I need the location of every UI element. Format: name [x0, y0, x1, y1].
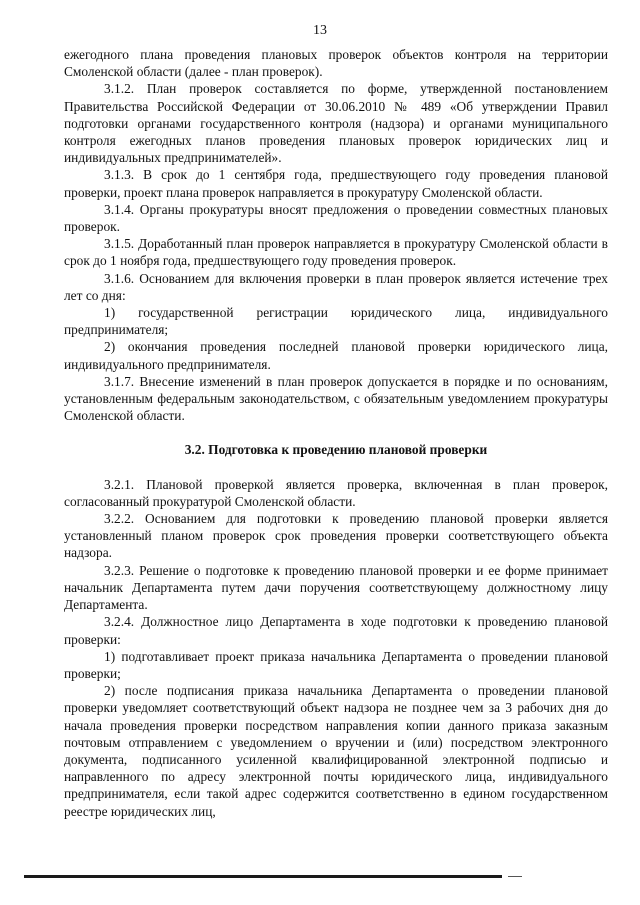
paragraph: 3.2.4. Должностное лицо Департамента в ходе подготовки к проведению плановой проверки: [64, 614, 608, 647]
paragraph: 2) после подписания приказа начальника Департамента о проведении плановой проверки уведомляет соответствующий объект надзора не позднее чем за 3 рабочих дня до начала проведения проверки посредством направления копии данного приказа заказным почтовым отправлением с уведомлением о вручении и (или) посредством электронного документа, подписанного усиленной квалифицированной электронной подписью и направленного по адресу электронной почты юридического лица, индивидуального предпринимателя, если такой адрес содержится соответственно в едином государственном реестре юридических лиц, [64, 683, 608, 819]
paragraph: 3.1.2. План проверок составляется по форме, утвержденной постановлением Правительства Российской Федерации от 30.06.2010 № 489 «Об утверждении Правил подготовки органами государственного контроля (надзора) и органами муниципального контроля ежегодных планов проведения плановых проверок юридических лиц и индивидуальных предпринимателей». [64, 81, 608, 166]
paragraph: 3.1.3. В срок до 1 сентября года, предшествующего году проведения плановой проверки, проект плана проверок направляется в прокуратуру Смоленской области. [64, 167, 608, 200]
paragraph: 1) государственной регистрации юридического лица, индивидуального предпринимателя; [64, 305, 608, 338]
document-body [64, 46, 608, 820]
paragraph: 3.1.5. Доработанный план проверок направляется в прокуратуру Смоленской области в срок до 1 ноября года, предшествующего году проведения проверок. [64, 236, 608, 269]
paragraphs-before-heading [64, 46, 608, 424]
paragraphs-after-heading [64, 476, 608, 820]
paragraph: 3.2.1. Плановой проверкой является проверка, включенная в план проверок, согласованный прокуратурой Смоленской области. [64, 476, 608, 509]
paragraph: 3.2.3. Решение о подготовке к проведению плановой проверки и ее форме принимает начальник Департамента путем дачи поручения соответствующему должностному лицу Департамента. [64, 562, 608, 613]
paragraph: 3.1.4. Органы прокуратуры вносят предложения о проведении совместных плановых проверок. [64, 201, 608, 235]
paragraph: 2) окончания проведения последней плановой проверки юридического лица, индивидуального предпринимателя. [64, 339, 608, 372]
paragraph: 3.1.7. Внесение изменений в план проверок допускается в порядке и по основаниям, установленным федеральным законодательством, с обязательным уведомлением прокуратуры Смоленской области. [64, 373, 608, 424]
scan-bottom-dash [508, 876, 522, 877]
paragraph: ежегодного плана проведения плановых проверок объектов контроля на территории Смоленской области (далее - план проверок). [64, 47, 608, 80]
paragraph: 3.1.6. Основанием для включения проверки в план проверок является истечение трех лет со дня: [64, 270, 608, 303]
section-heading: 3.2. Подготовка к проведению плановой проверки [184, 442, 488, 458]
page-number: 13 [313, 23, 327, 38]
paragraph: 3.2.2. Основанием для подготовки к проведению плановой проверки является установленный планом проверок срок проведения проверки соответствующего объекта надзора. [64, 511, 608, 561]
paragraph: 1) подготавливает проект приказа начальника Департамента о проведении плановой проверки; [64, 648, 608, 681]
scan-bottom-line [24, 875, 502, 878]
